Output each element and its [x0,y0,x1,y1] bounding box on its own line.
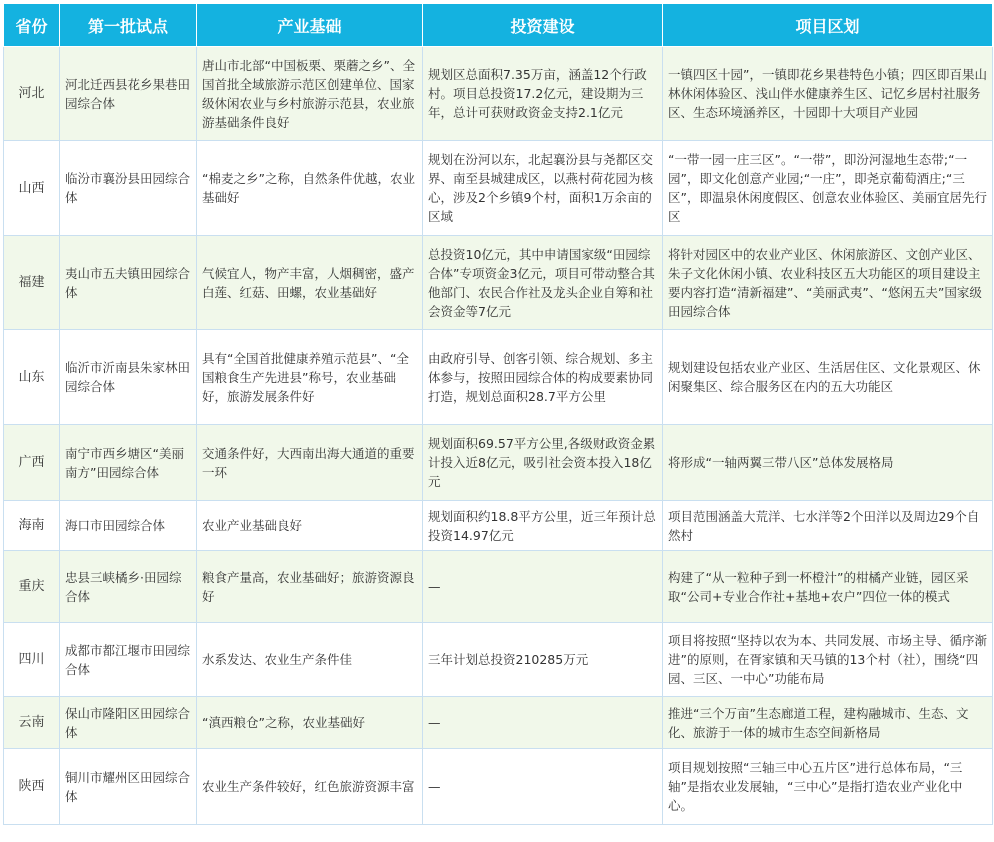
zoning-cell: 推进“三个万亩”生态廊道工程，建构融城市、生态、文化、旅游于一体的城市生态空间新格局 [663,697,993,749]
header-province: 省份 [4,4,60,47]
pilot-cell: 南宁市西乡塘区“美丽南方”田园综合体 [60,425,197,501]
investment-cell: 总投资10亿元，其中申请国家级“田园综合体”专项资金3亿元，项目可带动整合其他部门、农民合作社及龙头企业自筹和社会资金等7亿元 [423,236,663,330]
investment-cell: 规划区总面积7.35万亩，涵盖12个行政村。项目总投资17.2亿元，建设期为三年，总计可获财政资金支持2.1亿元 [423,47,663,141]
zoning-cell: 项目将按照“坚持以农为本、共同发展、市场主导、循序渐进”的原则，在胥家镇和天马镇的13个村（社），围绕“四园、三区、一中心”功能布局 [663,623,993,697]
table-row [4,501,993,551]
industry-cell: “棉麦之乡”之称，自然条件优越，农业基础好 [197,141,423,236]
province-cell: 山西 [4,141,60,236]
pilot-cell: 海口市田园综合体 [60,501,197,551]
header-industry: 产业基础 [197,4,423,47]
zoning-cell: 项目范围涵盖大荒洋、七水洋等2个田洋以及周边29个自然村 [663,501,993,551]
industry-cell: 唐山市北部“中国板栗、栗蘑之乡”、全国首批全域旅游示范区创建单位、国家级休闲农业与乡村旅游示范县，农业旅游基础条件良好 [197,47,423,141]
table-row [4,697,993,749]
pilot-cell: 忠县三峡橘乡·田园综合体 [60,551,197,623]
table-row [4,141,993,236]
table-row [4,551,993,623]
table-row [4,47,993,141]
province-cell: 四川 [4,623,60,697]
zoning-cell: 将形成“一轴两翼三带八区”总体发展格局 [663,425,993,501]
province-cell: 福建 [4,236,60,330]
table-row [4,425,993,501]
province-cell: 陕西 [4,749,60,825]
investment-cell: 由政府引导、创客引领、综合规划、多主体参与，按照田园综合体的构成要素协同打造，规划总面积28.7平方公里 [423,330,663,425]
investment-cell: 规划在汾河以东，北起襄汾县与尧都区交界、南至县城建成区，以燕村荷花园为核心，涉及2个乡镇9个村，面积1万余亩的区域 [423,141,663,236]
pilot-cell: 河北迁西县花乡果巷田园综合体 [60,47,197,141]
investment-cell: 规划面积69.57平方公里,各级财政资金累计投入近8亿元，吸引社会资本投入18亿元 [423,425,663,501]
pilot-cell: 保山市隆阳区田园综合体 [60,697,197,749]
pilot-cell: 临汾市襄汾县田园综合体 [60,141,197,236]
zoning-cell: “一带一园一庄三区”。“一带”，即汾河湿地生态带;“一园”，即文化创意产业园;“一庄”，即尧京葡萄酒庄;“三区”，即温泉休闲度假区、创意农业体验区、美丽宜居先行区 [663,141,993,236]
zoning-cell: 将针对园区中的农业产业区、休闲旅游区、文创产业区、朱子文化休闲小镇、农业科技区五大功能区的项目建设主要内容打造“清新福建”、“美丽武夷”、“悠闲五夫”国家级田园综合体 [663,236,993,330]
investment-cell: 规划面积约18.8平方公里，近三年预计总投资14.97亿元 [423,501,663,551]
industry-cell: 气候宜人，物产丰富，人烟稠密，盛产白莲、红菇、田螺，农业基础好 [197,236,423,330]
investment-cell: — [423,697,663,749]
zoning-cell: 项目规划按照“三轴三中心五片区”进行总体布局，“三轴”是指农业发展轴，“三中心”是指打造农业产业化中心。 [663,749,993,825]
industry-cell: “滇西粮仓”之称，农业基础好 [197,697,423,749]
table-row [4,236,993,330]
province-cell: 山东 [4,330,60,425]
zoning-cell: 一镇四区十园”，一镇即花乡果巷特色小镇；四区即百果山林休闲体验区、浅山伴水健康养生区、记忆乡居村社服务区、生态环境涵养区，十园即十大项目产业园 [663,47,993,141]
header-pilot: 第一批试点 [60,4,197,47]
province-cell: 云南 [4,697,60,749]
zoning-cell: 规划建设包括农业产业区、生活居住区、文化景观区、休闲聚集区、综合服务区在内的五大功能区 [663,330,993,425]
investment-cell: — [423,551,663,623]
table-row [4,623,993,697]
table-row [4,749,993,825]
province-cell: 海南 [4,501,60,551]
table-row [4,330,993,425]
header-zoning: 项目区划 [663,4,993,47]
investment-cell: — [423,749,663,825]
industry-cell: 交通条件好，大西南出海大通道的重要一环 [197,425,423,501]
pilot-cell: 夷山市五夫镇田园综合体 [60,236,197,330]
industry-cell: 具有“全国首批健康养殖示范县”、“全国粮食生产先进县”称号，农业基础好，旅游发展条件好 [197,330,423,425]
pilot-table [3,3,993,825]
zoning-cell: 构建了“从一粒种子到一杯橙汁”的柑橘产业链，园区采取“公司+专业合作社+基地+农户”四位一体的模式 [663,551,993,623]
industry-cell: 粮食产量高，农业基础好；旅游资源良好 [197,551,423,623]
table-header-row [4,4,993,47]
investment-cell: 三年计划总投资210285万元 [423,623,663,697]
header-investment: 投资建设 [423,4,663,47]
province-cell: 广西 [4,425,60,501]
industry-cell: 农业产业基础良好 [197,501,423,551]
industry-cell: 农业生产条件较好，红色旅游资源丰富 [197,749,423,825]
province-cell: 重庆 [4,551,60,623]
pilot-cell: 成都市都江堰市田园综合体 [60,623,197,697]
province-cell: 河北 [4,47,60,141]
pilot-cell: 临沂市沂南县朱家林田园综合体 [60,330,197,425]
industry-cell: 水系发达、农业生产条件佳 [197,623,423,697]
pilot-cell: 铜川市耀州区田园综合体 [60,749,197,825]
